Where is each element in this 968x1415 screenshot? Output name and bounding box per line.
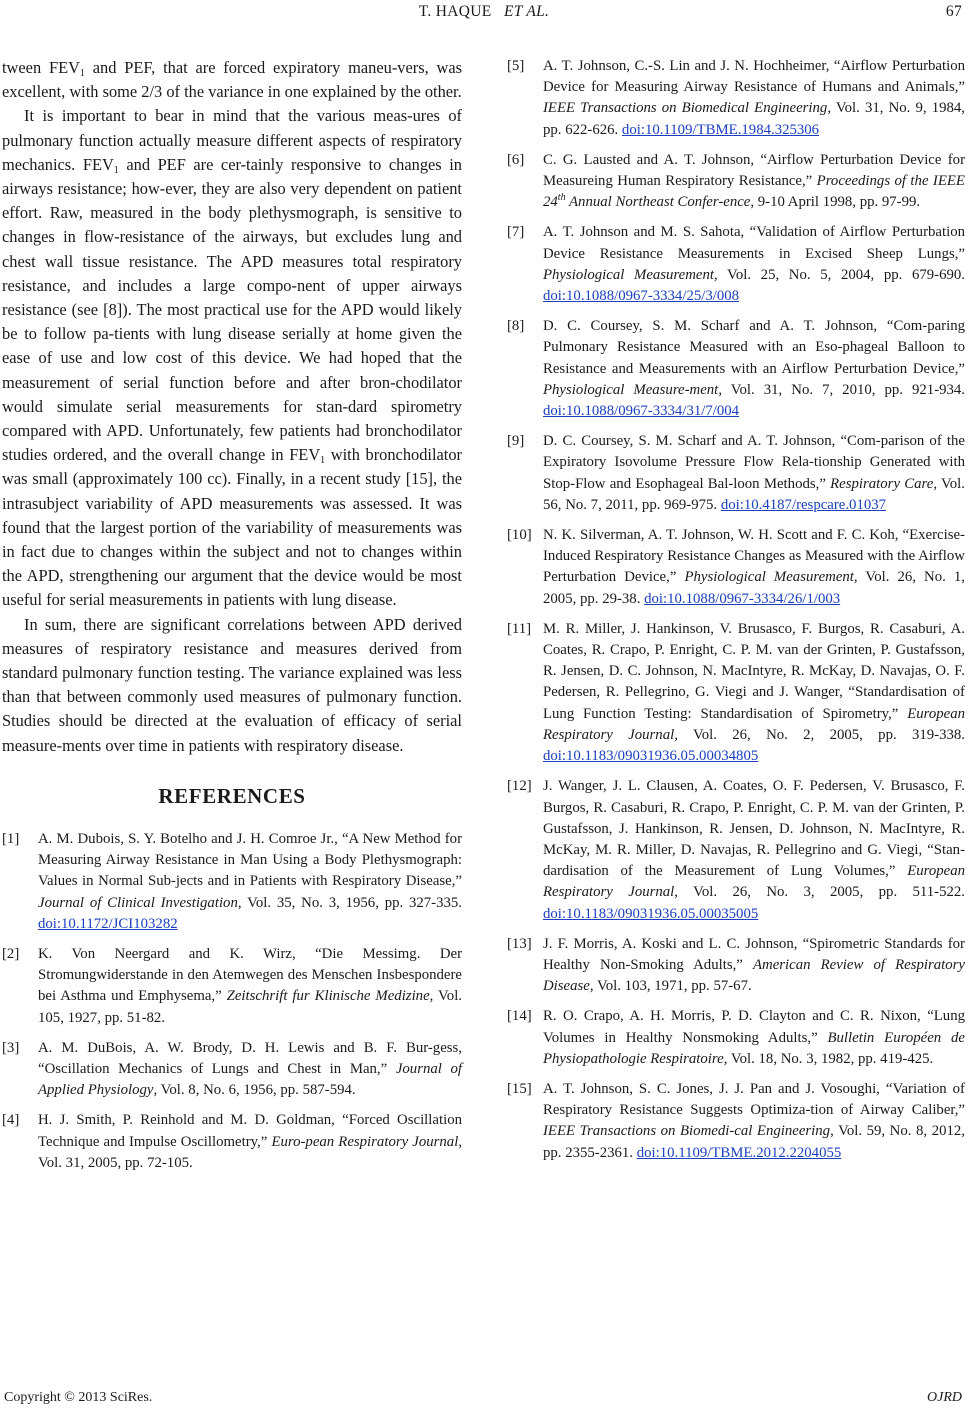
reference-number: [5] [507,58,525,74]
doi-link[interactable]: doi:10.4187/respcare.01037 [720,496,887,513]
subscript: 1 [113,164,119,176]
reference-text: A. T. Johnson, C.-S. Lin and J. N. Hochheimer, “Airflow Perturbation Device for Measuring Airway Resistance of Humans and Animals,” IEEE Transactions on Biomedical Engineering, Vol. 31, No. 9, 1984, pp. 622-626. doi:10.1109/TBME.1984.325306 [543,58,965,138]
doi-link[interactable]: doi:10.1088/0967-3334/25/3/008 [543,288,740,305]
reference-text: A. M. Dubois, S. Y. Botelho and J. H. Comroe Jr., “A New Method for Measuring Airway Resistance in Man Using a Body Plethysmograph: Values in Normal Sub-jects and in Patients with Respiratory Disease,” Journal of Clinical Investigation, Vol. 35, No. 3, 1956, pp. 327-335. doi:10.1172/JCI103282 [38,830,463,932]
reference-item-3 [2,1038,462,1102]
copyright-notice: Copyright © 2013 SciRes. [4,1390,153,1405]
doi-link[interactable]: doi:10.1109/TBME.1984.325306 [621,121,820,138]
subscript: 1 [320,455,326,467]
body-text: It is important to bear in mind that the various meas-ures of pulmonary function actually measure different aspects of respiratory mechanics. FEV [2,106,462,174]
doi-link[interactable]: doi:10.1088/0967-3334/26/1/003 [644,590,841,607]
reference-item-8 [507,316,965,422]
reference-item-15 [507,1079,965,1164]
reference-text: A. T. Johnson, S. C. Jones, J. J. Pan and J. Vosoughi, “Variation of Respiratory Resistance Suggests Optimiza-tion of Airway Caliber,” IEEE Transactions on Biomedi-cal Engineering, Vol. 59, No. 8, 2012, pp. 2355-2361. doi:10.1109/TBME.2012.2204055 [543,1080,965,1161]
reference-number: [2] [2,945,20,962]
reference-number: [1] [2,830,20,847]
subscript: 1 [79,68,85,79]
reference-item-4 [2,1110,462,1174]
reference-text: J. F. Morris, A. Koski and L. C. Johnson, “Spirometric Standards for Healthy Non-Smoking Adults,” American Review of Respiratory Disease, Vol. 103, 1971, pp. 57-67. [543,935,965,995]
reference-item-5 [507,56,965,141]
header-author: T. HAQUE [418,3,492,20]
reference-number: [13] [507,935,532,952]
reference-number: [12] [507,778,532,795]
body-paragraph-2 [2,104,462,612]
reference-number: [7] [507,224,525,241]
reference-number: [8] [507,318,525,335]
doi-link[interactable]: doi:10.1088/0967-3334/31/7/004 [543,403,740,420]
reference-text: R. O. Crapo, A. H. Morris, P. D. Clayton and C. R. Nixon, “Lung Volumes in Healthy Nonsmoking Adults,” Bulletin Européen de Physiopathologie Respiratoire, Vol. 18, No. 3, 1982, pp. 419-425. [543,1008,965,1067]
reference-item-10 [507,525,965,610]
reference-text: K. Von Neergard and K. Wirz, “Die Messimg. Der Stromungwiderstande in den Atemwegen des Menschen Insbespondere bei Asthma und Emphysema,” Zeitschrift fur Klinische Medizine, Vol. 105, 1927, pp. 51-82. [38,945,463,1026]
references-heading: REFERENCES [158,783,306,808]
doi-link[interactable]: doi:10.1172/JCI103282 [38,915,178,932]
reference-text: A. M. DuBois, A. W. Brody, D. H. Lewis and B. F. Bur-gess, “Oscillation Mechanics of Lungs and Chest in Man,” Journal of Applied Physiology, Vol. 8, No. 6, 1956, pp. 587-594. [38,1039,462,1099]
doi-link[interactable]: doi:10.1109/TBME.2012.2204055 [636,1144,842,1161]
body-text: tween FEV [2,58,80,77]
reference-number: [14] [507,1008,532,1025]
running-header [0,3,968,23]
reference-text: D. C. Coursey, S. M. Scharf and A. T. Johnson, “Com-parison of the Expiratory Isovolume Pressure Flow Rela-tionship Generated with Stop-Flow and Esophageal Bal-loon Methods,” Respiratory Care, Vol. 56, No. 7, 2011, pp. 969-975. doi:10.4187/respcare.01037 [543,433,965,513]
reference-number: [4] [2,1112,20,1129]
header-et-al: ET AL. [504,3,550,20]
reference-item-2 [2,944,462,1029]
reference-number: [15] [507,1080,532,1097]
reference-number: [10] [507,527,532,544]
reference-number: [9] [507,433,525,450]
reference-item-7 [507,222,965,307]
journal-abbrev: OJRD [927,1390,962,1405]
running-title [0,3,968,21]
reference-text: J. Wanger, J. L. Clausen, A. Coates, O. F. Pedersen, V. Brusasco, F. Burgos, R. Casaburi, R. Crapo, P. Enright, C. P. M. van der Grinten, P. Gustafsson, J. Hankinson, R. Jensen, D. Johnson, N. MacIntyre, R. McKay, M. R. Miller, D. Navajas, R. Pellegrino and G. Viegi, “Stan-dardisation of the Measurement of Lung Volumes,” European Respiratory Journal, Vol. 26, No. 3, 2005, pp. 511-522. doi:10.1183/09031936.05.00035005 [543,778,965,922]
body-text: and PEF, that are forced expiratory maneu-vers, was excellent, with some 2/3 of the variance in one explained by the other. [2,58,462,102]
reference-text: D. C. Coursey, S. M. Scharf and A. T. Johnson, “Com-paring Pulmonary Resistance Measured with an Eso-phageal Balloon to Resistance and Measurements with an Airflow Perturbation Device,” Physiological Measure-ment, Vol. 31, No. 7, 2010, pp. 921-934. doi:10.1088/0967-3334/31/7/004 [543,318,966,420]
reference-item-14 [507,1006,965,1070]
reference-item-11 [507,619,965,767]
body-paragraph-1 [2,56,462,104]
reference-item-6 [507,150,965,214]
reference-text: H. J. Smith, P. Reinhold and M. D. Goldman, “Forced Oscillation Technique and Impulse Oscillometry,” Euro-pean Respiratory Journal, Vol. 31, 2005, pp. 72-105. [38,1112,463,1171]
body-text: and PEF are cer-tainly responsive to changes in airways resistance; how-ever, they are also very dependent on patient effort. Raw, measured in the body plethysmograph, is sensitive to changes in flow-resistance of the airways, but excludes lung and chest wall tissue resistance. The APD measures total respiratory resistance, and includes a large compo-nent of upper airways resistance (see [8]). The most practical use for the APD would likely be to follow pa-tients with lung disease serially at home given the ease of use and low cost of this device. We had hoped that the measurement of serial function before and after bron-chodilator would simulate serial measurements for stan-dard spirometry compared with APD. Unfortunately, few patients had bronchodilator studies ordered, and the overall change in FEV [2,154,462,465]
reference-item-12 [507,776,965,924]
page-number: 67 [945,3,962,20]
reference-text: C. G. Lausted and A. T. Johnson, “Airflow Perturbation Device for Measureing Human Respiratory Resistance,” Proceedings of the IEEE 24th Annual Northeast Confer-ence, 9-10 April 1998, pp. 97-99. [543,151,965,211]
reference-number: [11] [507,620,532,637]
reference-text: M. R. Miller, J. Hankinson, V. Brusasco, F. Burgos, R. Casaburi, A. Coates, R. Crapo, P. Enright, C. P. M. van der Grinten, P. Gustafsson, R. Jensen, D. C. Johnson, N. MacIntyre, R. McKay, D. Navajas, O. F. Pedersen, R. Pellegrino, G. Viegi and J. Wanger, “Standardisation of Lung Function Testing: Standardisation of Spirometry,” European Respiratory Journal, Vol. 26, No. 2, 2005, pp. 319-338. doi:10.1183/09031936.05.00034805 [543,620,965,765]
reference-text: N. K. Silverman, A. T. Johnson, W. H. Scott and F. C. Koh, “Exercise-Induced Respiratory Resistance Changes as Measured with the Airflow Perturbation Device,” Physiological Measurement, Vol. 26, No. 1, 2005, pp. 29-38. doi:10.1088/0967-3334/26/1/003 [543,527,965,607]
doi-link[interactable]: doi:10.1183/09031936.05.00034805 [543,748,759,765]
reference-item-13 [507,934,965,998]
left-column [2,56,462,1183]
reference-number: [6] [507,151,525,168]
body-paragraph-3: In sum, there are significant correlations between APD derived measures of respiratory resistance and measures derived from standard pulmonary function testing. The variance explained was less than that between commonly used measures of pulmonary function. Studies should be directed at the evaluation of efficacy of serial measure-ments over time in patients with respiratory disease. [2,614,462,755]
doi-link[interactable]: doi:10.1183/09031936.05.00035005 [543,905,759,922]
reference-item-9 [507,431,965,516]
reference-item-1 [2,829,462,935]
reference-number: [3] [2,1039,20,1056]
right-column [507,56,965,1173]
body-text: with bronchodilator was small (approximately 100 cc). Finally, in a recent study [15], the intrasubject variability of APD measurements was assessed. It was found that the largest portion of the variability of measurements was in fact due to changes within the subject and not to changes within the APD, strengthening our argument that the device would be most useful for serial measurements in patients with lung disease. [2,445,462,610]
reference-text: A. T. Johnson and M. S. Sahota, “Validation of Airflow Perturbation Device Resistance Measurements in Excised Sheep Lungs,” Physiological Measurement, Vol. 25, No. 5, 2004, pp. 679-690. doi:10.1088/0967-3334/25/3/008 [543,224,966,305]
